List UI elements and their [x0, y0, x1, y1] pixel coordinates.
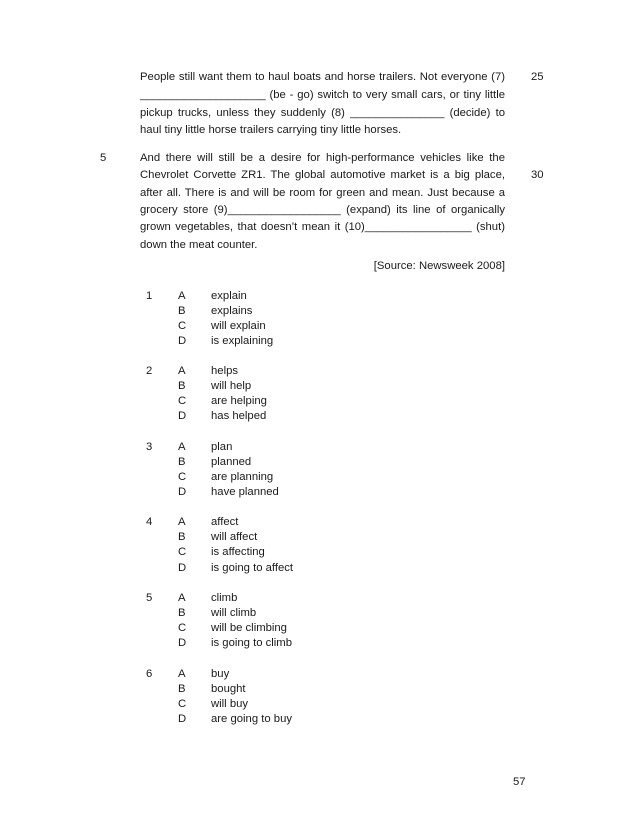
option-text: explains	[211, 305, 253, 317]
option-text: will affect	[211, 531, 258, 543]
option-text: buy	[211, 668, 230, 680]
option-letter: C	[178, 698, 187, 710]
option-letter: D	[178, 637, 187, 649]
option-text: are planning	[211, 471, 274, 483]
passage-line: pickup trucks, unless they suddenly (8) _______________ (decide) to	[140, 107, 505, 119]
option-text: will climb	[211, 607, 257, 619]
option-letter: B	[178, 380, 186, 392]
option-text: will help	[211, 380, 252, 392]
option-letter: A	[178, 441, 186, 453]
option-letter: C	[178, 320, 187, 332]
passage-line: Chevrolet Corvette ZR1. The global automotive market is a big place,	[140, 169, 505, 181]
option-letter: D	[178, 562, 187, 574]
option-letter: B	[178, 607, 186, 619]
passage-line: grocery store (9)__________________ (expand) its line of organically	[140, 204, 505, 216]
question-number: 5	[146, 592, 153, 604]
option-letter: C	[178, 546, 187, 558]
option-letter: A	[178, 668, 186, 680]
option-text: is going to climb	[211, 637, 292, 649]
option-text: are going to buy	[211, 713, 293, 725]
line-number-marker: 30	[531, 169, 544, 181]
option-letter: D	[178, 713, 187, 725]
option-letter: A	[178, 365, 186, 377]
option-text: has helped	[211, 410, 267, 422]
option-text: explain	[211, 290, 247, 302]
option-text: will explain	[211, 320, 266, 332]
passage-line: People still want them to haul boats and horse trailers. Not everyone (7)	[140, 71, 505, 83]
option-letter: A	[178, 290, 186, 302]
question-number: 2	[146, 365, 153, 377]
option-letter: C	[178, 471, 187, 483]
option-text: are helping	[211, 395, 267, 407]
question-number: 3	[146, 441, 153, 453]
option-letter: B	[178, 531, 186, 543]
option-text: plan	[211, 441, 233, 453]
option-text: bought	[211, 683, 246, 695]
passage-line: grown vegetables, that doesn’t mean it (10)_________________ (shut)	[140, 221, 505, 233]
passage-line: And there will still be a desire for high-performance vehicles like the	[140, 152, 505, 164]
passage-line: after all. There is and will be room for green and mean. Just because a	[140, 187, 505, 199]
source-citation: [Source: Newsweek 2008]	[373, 260, 505, 272]
option-letter: B	[178, 456, 186, 468]
option-text: helps	[211, 365, 239, 377]
option-letter: A	[178, 516, 186, 528]
passage-line: haul tiny little horse trailers carrying tiny little horses.	[140, 124, 402, 136]
option-text: is affecting	[211, 546, 265, 558]
page-number: 57	[513, 776, 526, 788]
option-text: planned	[211, 456, 252, 468]
line-number-marker: 25	[531, 71, 544, 83]
question-number: 6	[146, 668, 153, 680]
option-text: is explaining	[211, 335, 274, 347]
question-number: 1	[146, 290, 153, 302]
option-text: will buy	[211, 698, 249, 710]
passage-line: ____________________ (be - go) switch to very small cars, or tiny little	[140, 89, 505, 101]
option-letter: A	[178, 592, 186, 604]
option-letter: B	[178, 683, 186, 695]
option-text: climb	[211, 592, 238, 604]
option-letter: C	[178, 395, 187, 407]
option-letter: D	[178, 410, 187, 422]
paragraph-number: 5	[100, 152, 107, 164]
question-number: 4	[146, 516, 153, 528]
option-text: is going to affect	[211, 562, 294, 574]
option-letter: D	[178, 486, 187, 498]
option-text: will be climbing	[211, 622, 287, 634]
option-text: affect	[211, 516, 239, 528]
option-letter: B	[178, 305, 186, 317]
option-letter: C	[178, 622, 187, 634]
option-letter: D	[178, 335, 187, 347]
passage-line: down the meat counter.	[140, 239, 258, 251]
option-text: have planned	[211, 486, 279, 498]
